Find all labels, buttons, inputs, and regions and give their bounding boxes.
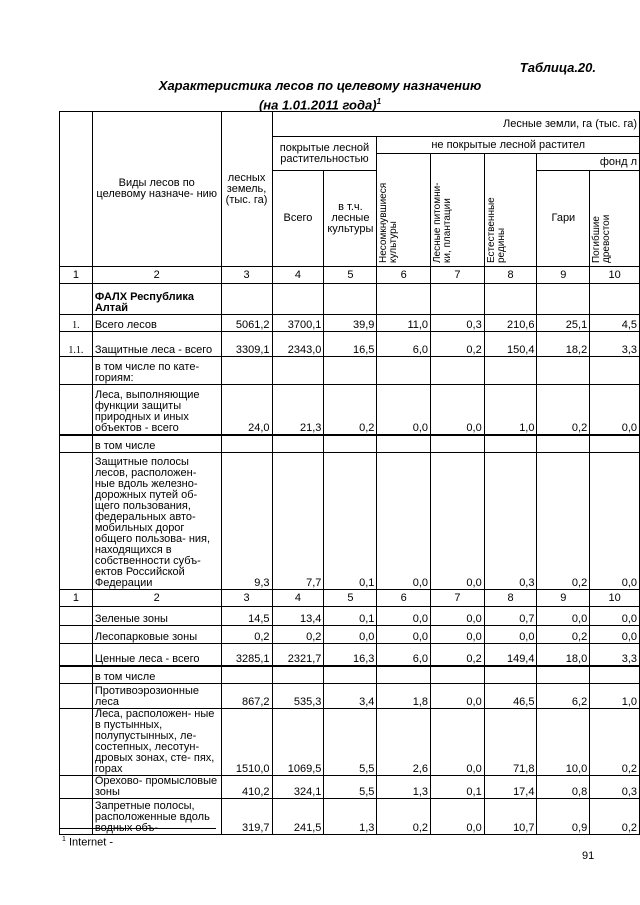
footnote-mark: 1 [62,836,66,843]
row-value: 150,4 [484,332,537,357]
row-value: 0,2 [537,626,590,644]
section-title: ФАЛХ Республика Алтай [92,284,221,315]
row-value: 18,0 [537,644,590,666]
row-value: 6,2 [537,684,590,709]
row-value: 1069,5 [272,709,324,776]
row-value: 0,0 [431,709,485,776]
row-name: Защитные леса - всего [92,332,221,357]
title-line2: (на 1.01.2011 года)$^1$ [258,97,382,113]
row-value: 0,2 [324,385,377,435]
table-row [60,385,640,435]
row-value: 2343,0 [272,332,324,357]
row-value: 1,3 [324,799,377,835]
row-value: 0,0 [324,626,377,644]
header-dead: Погибшие древостои [590,171,640,267]
row-value: 0,3 [590,776,640,799]
row-value: 0,0 [431,385,485,435]
row-name: Ценные леса - всего [92,644,221,666]
row-value: 21,3 [272,385,324,435]
header-incl-cultures: в т.ч. лесные культуры [324,171,377,267]
table-title [60,78,580,113]
row-value: 867,2 [221,684,272,709]
row-value: 0,0 [431,626,485,644]
row-value: 4,5 [590,315,640,332]
column-number: 5 [324,267,377,284]
row-name: Леса, расположен- ные в пустынных, полупустынных, ле- состепных, лесотун- дровых зонах, сте- пях, горах [92,709,221,776]
row-name: Противоэрозионные леса [92,684,221,709]
column-number: 8 [484,590,537,607]
column-number: 9 [537,267,590,284]
row-value: 10,0 [537,709,590,776]
row-value: 0,1 [324,607,377,626]
row-value: 3309,1 [221,332,272,357]
row-value: 0,0 [377,607,431,626]
row-value: 0,0 [377,453,431,590]
header-nurseries: Лесные питомни- ки, плантации [431,154,485,267]
table-row [60,644,640,666]
page-number: 91 [582,850,595,862]
row-value: 1,0 [590,684,640,709]
row-value: 210,6 [484,315,537,332]
row-value: 0,2 [590,709,640,776]
row-name: Запретные полосы, расположенные вдоль водных объ- [92,799,221,835]
row-value: 3,3 [590,332,640,357]
row-value: 0,1 [324,453,377,590]
column-number: 6 [377,590,431,607]
row-name: Всего лесов [92,315,221,332]
row-value: 0,9 [537,799,590,835]
row-value: 25,1 [537,315,590,332]
table-row [60,607,640,626]
row-value: 0,0 [431,684,485,709]
row-value: 0,0 [431,799,485,835]
row-value: 241,5 [272,799,324,835]
column-number: 7 [431,590,485,607]
column-number: 1 [60,267,93,284]
row-value: 3,3 [590,644,640,666]
row-value: 0,7 [484,607,537,626]
forest-table [59,111,640,835]
row-value: 0,2 [590,799,640,835]
row-code: 1.1. [60,332,93,357]
row-code-empty [60,607,93,626]
column-number: 1 [60,590,93,607]
row-value: 2321,7 [272,644,324,666]
row-value: 5,5 [324,709,377,776]
row-value: 5061,2 [221,315,272,332]
header-fund: фонд л [537,154,640,171]
row-value: 18,2 [537,332,590,357]
table-row [60,315,640,332]
header-forest-lands-group: Лесные земли, га (тыс. га) [272,112,639,137]
table-row [60,332,640,357]
header-burnt: Гари [537,171,590,267]
row-value: 0,0 [431,453,485,590]
row-value: 0,2 [272,626,324,644]
label-incl-2: в том числе [92,666,221,684]
row-name: Орехово- промысловые зоны [92,776,221,799]
row-value: 324,1 [272,776,324,799]
row-value: 319,7 [221,799,272,835]
row-value: 24,0 [221,385,272,435]
table-row [60,799,640,835]
row-value: 0,2 [431,644,485,666]
row-value: 46,5 [484,684,537,709]
row-value: 16,3 [324,644,377,666]
header-forest-lands: лесных земель, (тыс. га) [221,112,272,267]
row-value: 1,3 [377,776,431,799]
column-number: 2 [92,267,221,284]
column-number: 7 [431,267,485,284]
column-number: 4 [272,267,324,284]
row-value: 71,8 [484,709,537,776]
row-code-empty [60,644,93,666]
row-code-empty [60,776,93,799]
row-code: 1. [60,315,93,332]
table-row [60,709,640,776]
row-value: 0,2 [377,799,431,835]
row-value: 6,0 [377,332,431,357]
row-value: 0,0 [537,607,590,626]
column-number: 3 [221,267,272,284]
row-value: 0,2 [537,385,590,435]
column-number: 10 [590,267,640,284]
label-incl-categories: в том числе по кате- гориям: [92,357,221,385]
row-value: 0,3 [431,315,485,332]
row-value: 0,0 [377,385,431,435]
row-name: Леса, выполняющие функции защиты природных и иных объектов - всего [92,385,221,435]
row-value: 1,0 [484,385,537,435]
header-not-covered: не покрытые лесной растител [377,137,640,154]
table-number: Таблица.20. [519,60,596,75]
column-number: 10 [590,590,640,607]
row-value: 0,0 [590,385,640,435]
row-value: 39,9 [324,315,377,332]
row-value: 13,4 [272,607,324,626]
header-blank [60,112,93,267]
row-code-empty [60,453,93,590]
row-value: 0,8 [537,776,590,799]
row-value: 1510,0 [221,709,272,776]
title-line1: Характеристика лесов по целевому назначению [158,78,482,93]
column-number: 3 [221,590,272,607]
title-footnote-mark: 1 [376,97,382,106]
row-value: 9,3 [221,453,272,590]
table-row [60,776,640,799]
row-value: 3700,1 [272,315,324,332]
row-value: 0,2 [221,626,272,644]
column-number: 6 [377,267,431,284]
row-value: 3285,1 [221,644,272,666]
footnote-rule [60,828,216,829]
row-value: 7,7 [272,453,324,590]
column-number: 9 [537,590,590,607]
row-value: 0,0 [484,626,537,644]
row-name: Защитные полосы лесов, расположен- ные вдоль железно- дорожных путей об- щего пользования, федеральных авто- мобильных дорог общего пользова- ния, находящихся в собственности субъ- ектов Российской Федерации [92,453,221,590]
section-code [60,284,93,315]
column-number: 2 [92,590,221,607]
row-code-empty [60,799,93,835]
header-natural: Естественные редины [484,154,537,267]
row-code-empty [60,626,93,644]
row-value: 0,2 [537,453,590,590]
row-value: 0,0 [431,607,485,626]
row-code-empty [60,385,93,435]
row-value: 17,4 [484,776,537,799]
row-value: 5,5 [324,776,377,799]
row-value: 11,0 [377,315,431,332]
row-value: 0,3 [484,453,537,590]
footnote: $^1$ Internet - [62,836,113,849]
row-value: 1,8 [377,684,431,709]
header-kinds: Виды лесов по целевому назначе- нию [92,112,221,267]
row-value: 6,0 [377,644,431,666]
row-value: 16,5 [324,332,377,357]
table-row [60,453,640,590]
row-name: Зеленые зоны [92,607,221,626]
row-value: 3,4 [324,684,377,709]
header-total: Всего [272,171,324,267]
row-code-empty [60,684,93,709]
row-value: 10,7 [484,799,537,835]
row-value: 0,0 [590,607,640,626]
row-value: 2,6 [377,709,431,776]
header-unclosed: Несомкнувшиеся культуры [377,154,431,267]
table-row [60,626,640,644]
table-row [60,684,640,709]
label-incl: в том числе [92,435,221,453]
row-value: 0,0 [377,626,431,644]
row-name: Лесопарковые зоны [92,626,221,644]
row-value: 0,0 [590,626,640,644]
row-value: 535,3 [272,684,324,709]
row-value: 14,5 [221,607,272,626]
row-value: 0,1 [431,776,485,799]
header-covered: покрытые лесной растительностью [272,137,377,171]
row-value: 0,0 [590,453,640,590]
column-number: 5 [324,590,377,607]
column-number: 4 [272,590,324,607]
row-value: 149,4 [484,644,537,666]
row-value: 410,2 [221,776,272,799]
row-value: 0,2 [431,332,485,357]
row-code-empty [60,709,93,776]
column-number: 8 [484,267,537,284]
